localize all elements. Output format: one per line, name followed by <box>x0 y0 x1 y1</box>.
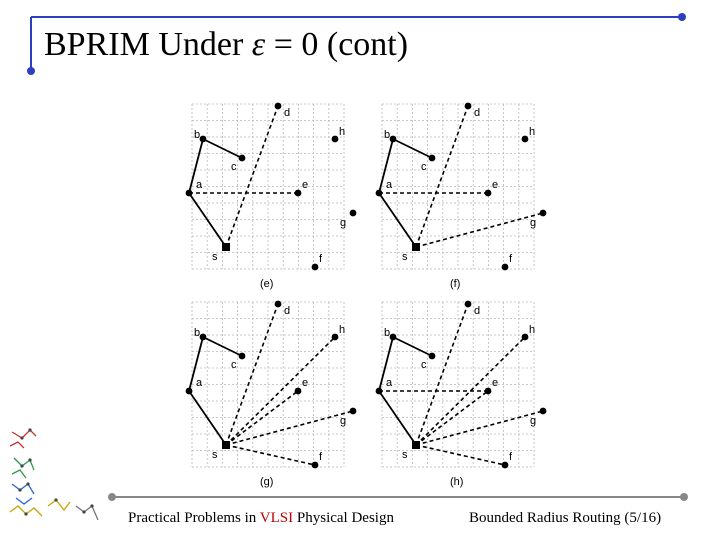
node-label: e <box>302 377 309 389</box>
node-label: a <box>386 179 393 191</box>
dashed-edge <box>226 411 353 445</box>
source-node <box>222 243 230 251</box>
footer-course <box>128 510 394 527</box>
node-label: c <box>421 161 427 173</box>
sink-node <box>200 136 207 143</box>
node-label: g <box>340 217 347 229</box>
routing-diagram-panels <box>184 96 550 492</box>
dashed-edge <box>226 445 315 465</box>
top-rule-end-dot <box>678 13 686 21</box>
slide-title <box>44 26 408 64</box>
sink-node <box>186 388 193 395</box>
sink-node <box>390 334 397 341</box>
diagram-panel <box>186 103 357 290</box>
node-label: d <box>474 305 481 317</box>
node-label: s <box>212 449 218 461</box>
dashed-edge <box>416 106 468 247</box>
title-epsilon: ε <box>251 26 266 63</box>
sink-node <box>312 462 319 469</box>
sink-node <box>200 334 207 341</box>
node-label: c <box>231 161 237 173</box>
node-label: e <box>492 377 499 389</box>
node-label: f <box>509 253 513 265</box>
sink-node <box>350 408 357 415</box>
sink-node <box>350 210 357 217</box>
title-prefix: BPRIM Under <box>44 26 252 63</box>
node-label: d <box>474 107 481 119</box>
sink-node <box>239 353 246 360</box>
diagram-panel <box>376 103 547 290</box>
node-label: h <box>529 324 536 336</box>
sink-node <box>429 353 436 360</box>
node-label: d <box>284 107 291 119</box>
sink-node <box>186 190 193 197</box>
sink-node <box>239 155 246 162</box>
node-label: b <box>194 327 201 339</box>
sink-node <box>332 334 339 341</box>
sink-node <box>465 301 472 308</box>
dashed-edge <box>226 106 278 247</box>
sink-node <box>376 388 383 395</box>
tree-logo <box>10 428 98 520</box>
source-node <box>222 441 230 449</box>
title-suffix: = 0 (cont) <box>265 26 409 63</box>
node-label: s <box>402 449 408 461</box>
footer-rule-left-dot <box>108 493 116 501</box>
node-label: f <box>509 451 513 463</box>
sink-node <box>275 301 282 308</box>
node-label: b <box>194 129 201 141</box>
sink-node <box>376 190 383 197</box>
node-label: h <box>339 324 346 336</box>
node-label: g <box>530 217 537 229</box>
sink-node <box>429 155 436 162</box>
node-label: d <box>284 305 291 317</box>
panel-caption: (f) <box>450 278 461 290</box>
diagram-panel <box>186 301 357 488</box>
grid <box>192 104 347 269</box>
sink-node <box>332 136 339 143</box>
node-label: h <box>529 126 536 138</box>
footer-course-prefix: Practical Problems in <box>128 510 260 526</box>
sink-node <box>390 136 397 143</box>
node-label: c <box>231 359 237 371</box>
node-label: e <box>302 179 309 191</box>
sink-node <box>540 210 547 217</box>
node-label: f <box>319 253 323 265</box>
node-label: f <box>319 451 323 463</box>
sink-node <box>522 136 529 143</box>
source-node <box>412 441 420 449</box>
dashed-edge <box>416 213 543 247</box>
node-label: g <box>340 415 347 427</box>
sink-node <box>502 462 509 469</box>
grid <box>382 104 537 269</box>
node-label: b <box>384 327 391 339</box>
dashed-edge <box>416 445 505 465</box>
panel-caption: (e) <box>260 278 274 290</box>
node-label: c <box>421 359 427 371</box>
sink-node <box>485 388 492 395</box>
sink-node <box>465 103 472 110</box>
sink-node <box>295 190 302 197</box>
node-label: a <box>386 377 393 389</box>
footer-course-highlight: VLSI <box>259 510 294 526</box>
left-rule-end-dot <box>27 67 35 75</box>
footer-rule-right-dot <box>680 493 688 501</box>
sink-node <box>295 388 302 395</box>
node-label: b <box>384 129 391 141</box>
grid <box>382 302 537 467</box>
sink-node <box>312 264 319 271</box>
dashed-edge <box>416 411 543 445</box>
sink-node <box>540 408 547 415</box>
node-label: a <box>196 377 203 389</box>
dashed-edge <box>416 304 468 445</box>
sink-node <box>502 264 509 271</box>
panel-caption: (g) <box>260 476 274 488</box>
sink-node <box>522 334 529 341</box>
grid <box>192 302 347 467</box>
node-label: s <box>402 251 408 263</box>
sink-node <box>275 103 282 110</box>
node-label: g <box>530 415 537 427</box>
dashed-edge <box>226 304 278 445</box>
node-label: s <box>212 251 218 263</box>
diagram-panel <box>376 301 547 488</box>
panel-caption: (h) <box>450 476 464 488</box>
footer-section: Bounded Radius Routing (5/16) <box>469 510 662 526</box>
node-label: a <box>196 179 203 191</box>
node-label: h <box>339 126 346 138</box>
node-label: e <box>492 179 499 191</box>
source-node <box>412 243 420 251</box>
footer-course-suffix: Physical Design <box>293 510 394 526</box>
sink-node <box>485 190 492 197</box>
